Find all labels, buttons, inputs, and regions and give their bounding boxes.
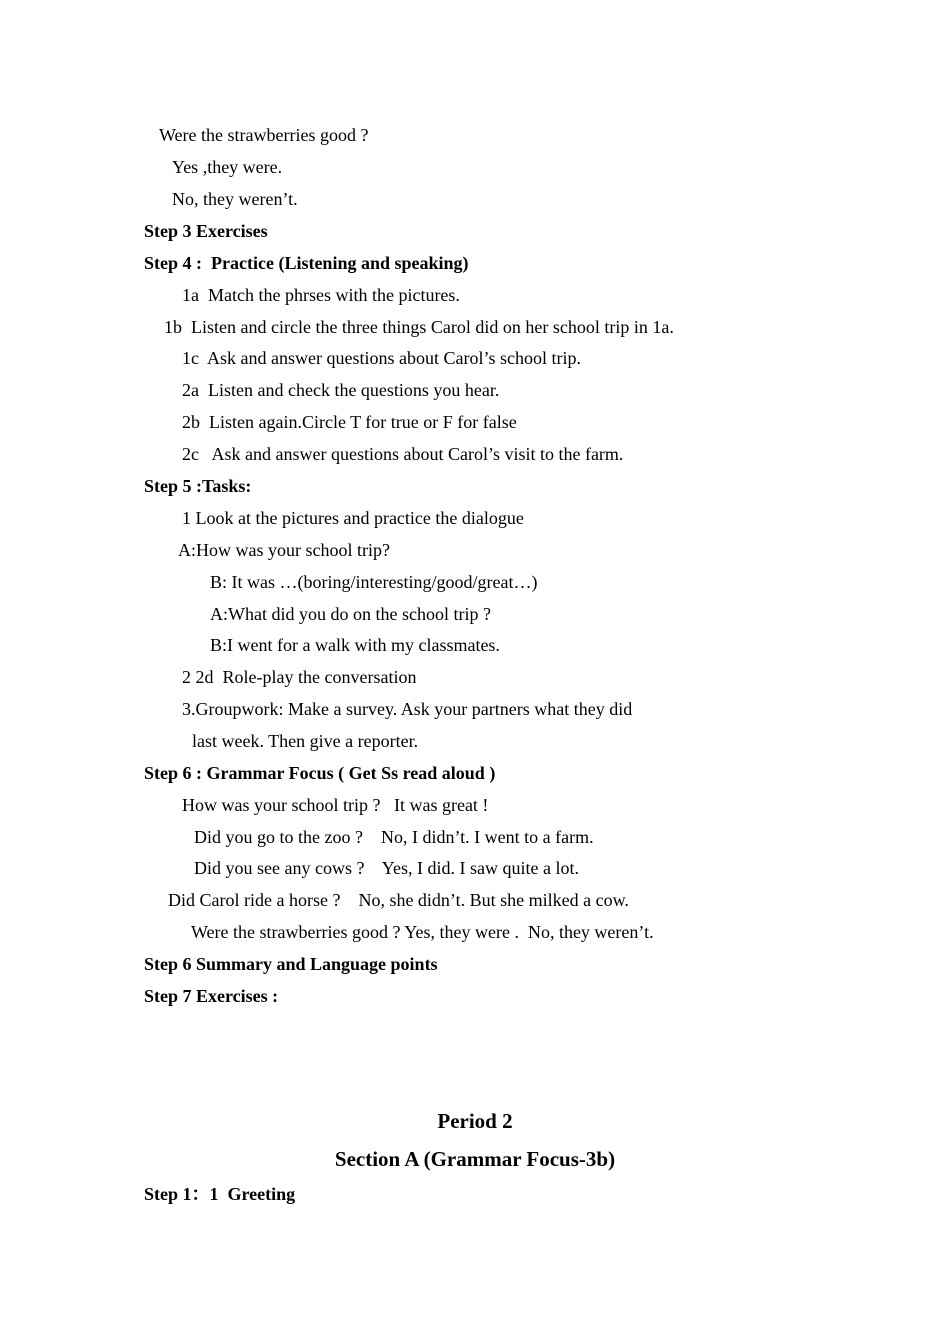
text-line: B:I went for a walk with my classmates. bbox=[210, 635, 500, 655]
step-heading: Step 4 : Practice (Listening and speaking) bbox=[144, 253, 469, 273]
text-line: 2c Ask and answer questions about Carol’s visit to the farm. bbox=[182, 444, 624, 464]
step-heading: Step 6 Summary and Language points bbox=[144, 954, 438, 974]
text-line: Did Carol ride a horse ? No, she didn’t. But she milked a cow. bbox=[168, 890, 629, 910]
text-line: 2a Listen and check the questions you hear. bbox=[182, 380, 500, 400]
step-heading: Step 6 : Grammar Focus ( Get Ss read aloud ) bbox=[144, 763, 496, 783]
section-title: Section A (Grammar Focus-3b) bbox=[334, 1147, 616, 1171]
text-line: A:What did you do on the school trip ? bbox=[210, 604, 491, 624]
step-heading: Step 1：1 Greeting bbox=[144, 1184, 296, 1204]
text-line: 2b Listen again.Circle T for true or F for false bbox=[182, 412, 517, 432]
text-line: 1 Look at the pictures and practice the dialogue bbox=[182, 508, 524, 528]
text-line: 3.Groupwork: Make a survey. Ask your partners what they did bbox=[182, 699, 633, 719]
text-line: No, they weren’t. bbox=[172, 189, 298, 209]
text-line: Yes ,they were. bbox=[172, 157, 283, 177]
text-line: Did you see any cows ? Yes, I did. I saw quite a lot. bbox=[194, 858, 579, 878]
period-title: Period 2 bbox=[437, 1109, 513, 1133]
text-line: 1b Listen and circle the three things Carol did on her school trip in 1a. bbox=[164, 317, 674, 337]
text-line: B: It was …(boring/interesting/good/great…) bbox=[210, 572, 538, 592]
text-line: Did you go to the zoo ? No, I didn’t. I went to a farm. bbox=[194, 827, 594, 847]
text-line: 1a Match the phrses with the pictures. bbox=[182, 285, 460, 305]
text-line: 1c Ask and answer questions about Carol’s school trip. bbox=[182, 348, 581, 368]
text-line: 2 2d Role-play the conversation bbox=[182, 667, 417, 687]
text-line: last week. Then give a reporter. bbox=[192, 731, 419, 751]
text-line: How was your school trip ? It was great ! bbox=[182, 795, 489, 815]
text-line: Were the strawberries good ? Yes, they were . No, they weren’t. bbox=[191, 922, 654, 942]
step-heading: Step 7 Exercises : bbox=[144, 986, 279, 1006]
text-line: A:How was your school trip? bbox=[178, 540, 390, 560]
step-heading: Step 3 Exercises bbox=[144, 221, 268, 241]
text-line: Were the strawberries good ? bbox=[159, 125, 369, 145]
step-heading: Step 5 :Tasks: bbox=[144, 476, 252, 496]
